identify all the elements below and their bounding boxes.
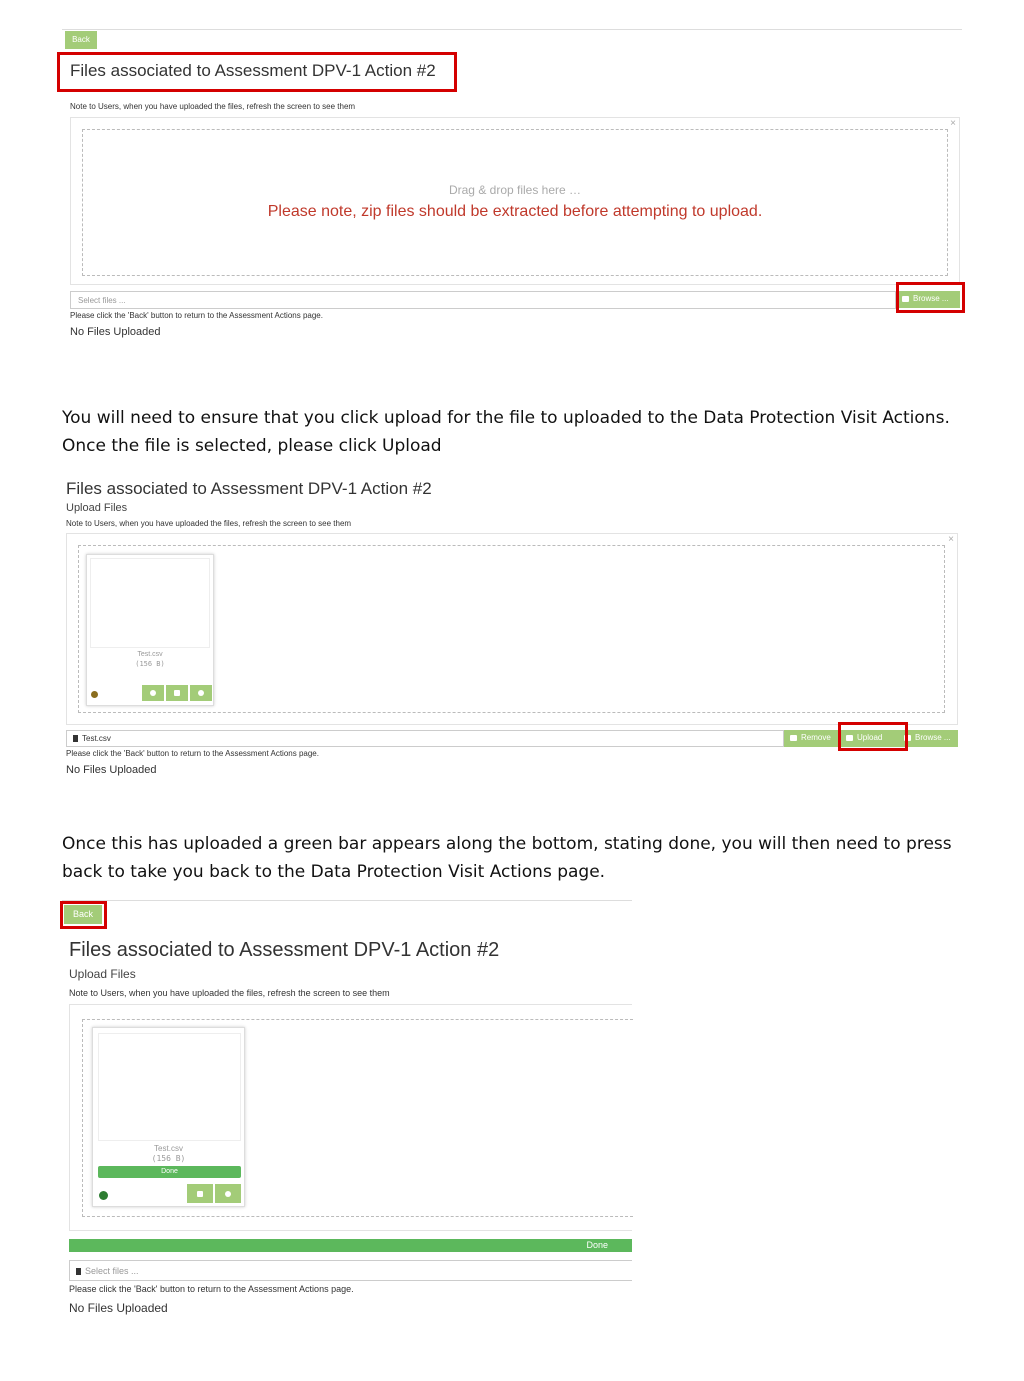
back-hint: Please click the 'Back' button to return to the Assessment Actions page. [69,1284,354,1294]
instruction-paragraph-2: Once this has uploaded a green bar appears along the bottom, stating done, you will then need to press back to take you back to the Data Protection Visit Actions page. [62,834,952,882]
remove-file-icon-button[interactable] [187,1184,213,1203]
thumbnail-file-size: (156 B) [151,1154,186,1163]
page-title: Files associated to Assessment DPV-1 Action #2 [66,479,432,498]
upload-files-heading: Upload Files [69,967,136,981]
file-caption[interactable] [70,291,896,309]
browse-label: Browse ... [915,733,951,742]
upload-label: Upload [857,733,883,742]
check-circle-icon [99,1191,108,1200]
selected-file-name: Test.csv [73,734,111,743]
zoom-icon [198,690,204,696]
file-input-panel [70,117,960,285]
browse-label: Browse ... [913,294,949,303]
zoom-icon [225,1191,231,1197]
back-button[interactable]: Back [64,905,102,924]
back-hint: Please click the 'Back' button to return to the Assessment Actions page. [70,311,323,320]
upload-icon [150,690,156,696]
upload-highlight [838,722,908,751]
select-files-placeholder: Select files ... [78,296,126,305]
title-highlight [57,52,457,92]
close-icon[interactable]: × [950,118,956,129]
close-icon[interactable]: × [948,534,954,545]
back-button[interactable]: Back [65,31,97,49]
user-note: Note to Users, when you have uploaded the files, refresh the screen to see them [69,988,390,998]
thumbnail-preview [98,1033,241,1141]
file-icon [73,735,78,742]
drop-zone[interactable] [82,129,948,276]
status-pending-icon [91,691,98,698]
no-files-label: No Files Uploaded [66,764,157,776]
upload-progress-bar: Done [69,1239,632,1252]
zip-warning: Please note, zip files should be extracted before attempting to upload. [267,203,763,220]
remove-label: Remove [801,733,831,742]
thumbnail-file-size: (156 B) [135,660,165,668]
drag-drop-text: Drag & drop files here … [448,183,582,197]
trash-icon [790,735,797,741]
back-hint: Please click the 'Back' button to return to the Assessment Actions page. [66,749,319,758]
upload-file-icon-button[interactable] [142,685,164,701]
upload-files-heading: Upload Files [66,502,128,514]
user-note: Note to Users, when you have uploaded the files, refresh the screen to see them [70,102,356,111]
browse-highlight [896,282,965,313]
file-thumbnail [86,554,214,706]
trash-icon [174,690,180,696]
thumbnail-file-name: Test.csv [137,651,163,658]
thumbnail-file-name: Test.csv [154,1144,183,1153]
file-icon [76,1268,81,1275]
select-files-placeholder: Select files ... [76,1266,139,1276]
back-highlight [60,901,107,929]
zoom-file-icon-button[interactable] [215,1184,241,1203]
page-title: Files associated to Assessment DPV-1 Action #2 [70,61,436,80]
instruction-paragraph-1: You will need to ensure that you click upload for the file to uploaded to the Data Protection Visit Actions. Once the file is selected, please click Upload [62,408,950,456]
top-divider [62,900,632,901]
file-thumbnail [92,1027,245,1207]
file-caption[interactable] [69,1260,632,1281]
zoom-file-icon-button[interactable] [190,685,212,701]
no-files-label: No Files Uploaded [69,1301,168,1315]
page-title: Files associated to Assessment DPV-1 Action #2 [69,939,500,961]
remove-file-icon-button[interactable] [166,685,188,701]
remove-button[interactable] [784,730,839,747]
trash-icon [197,1191,203,1197]
user-note: Note to Users, when you have uploaded the files, refresh the screen to see them [66,519,352,528]
no-files-label: No Files Uploaded [70,326,161,338]
thumbnail-done-bar: Done [98,1166,241,1178]
file-caption[interactable] [66,730,784,747]
thumbnail-preview [90,558,210,648]
top-divider [62,29,962,30]
